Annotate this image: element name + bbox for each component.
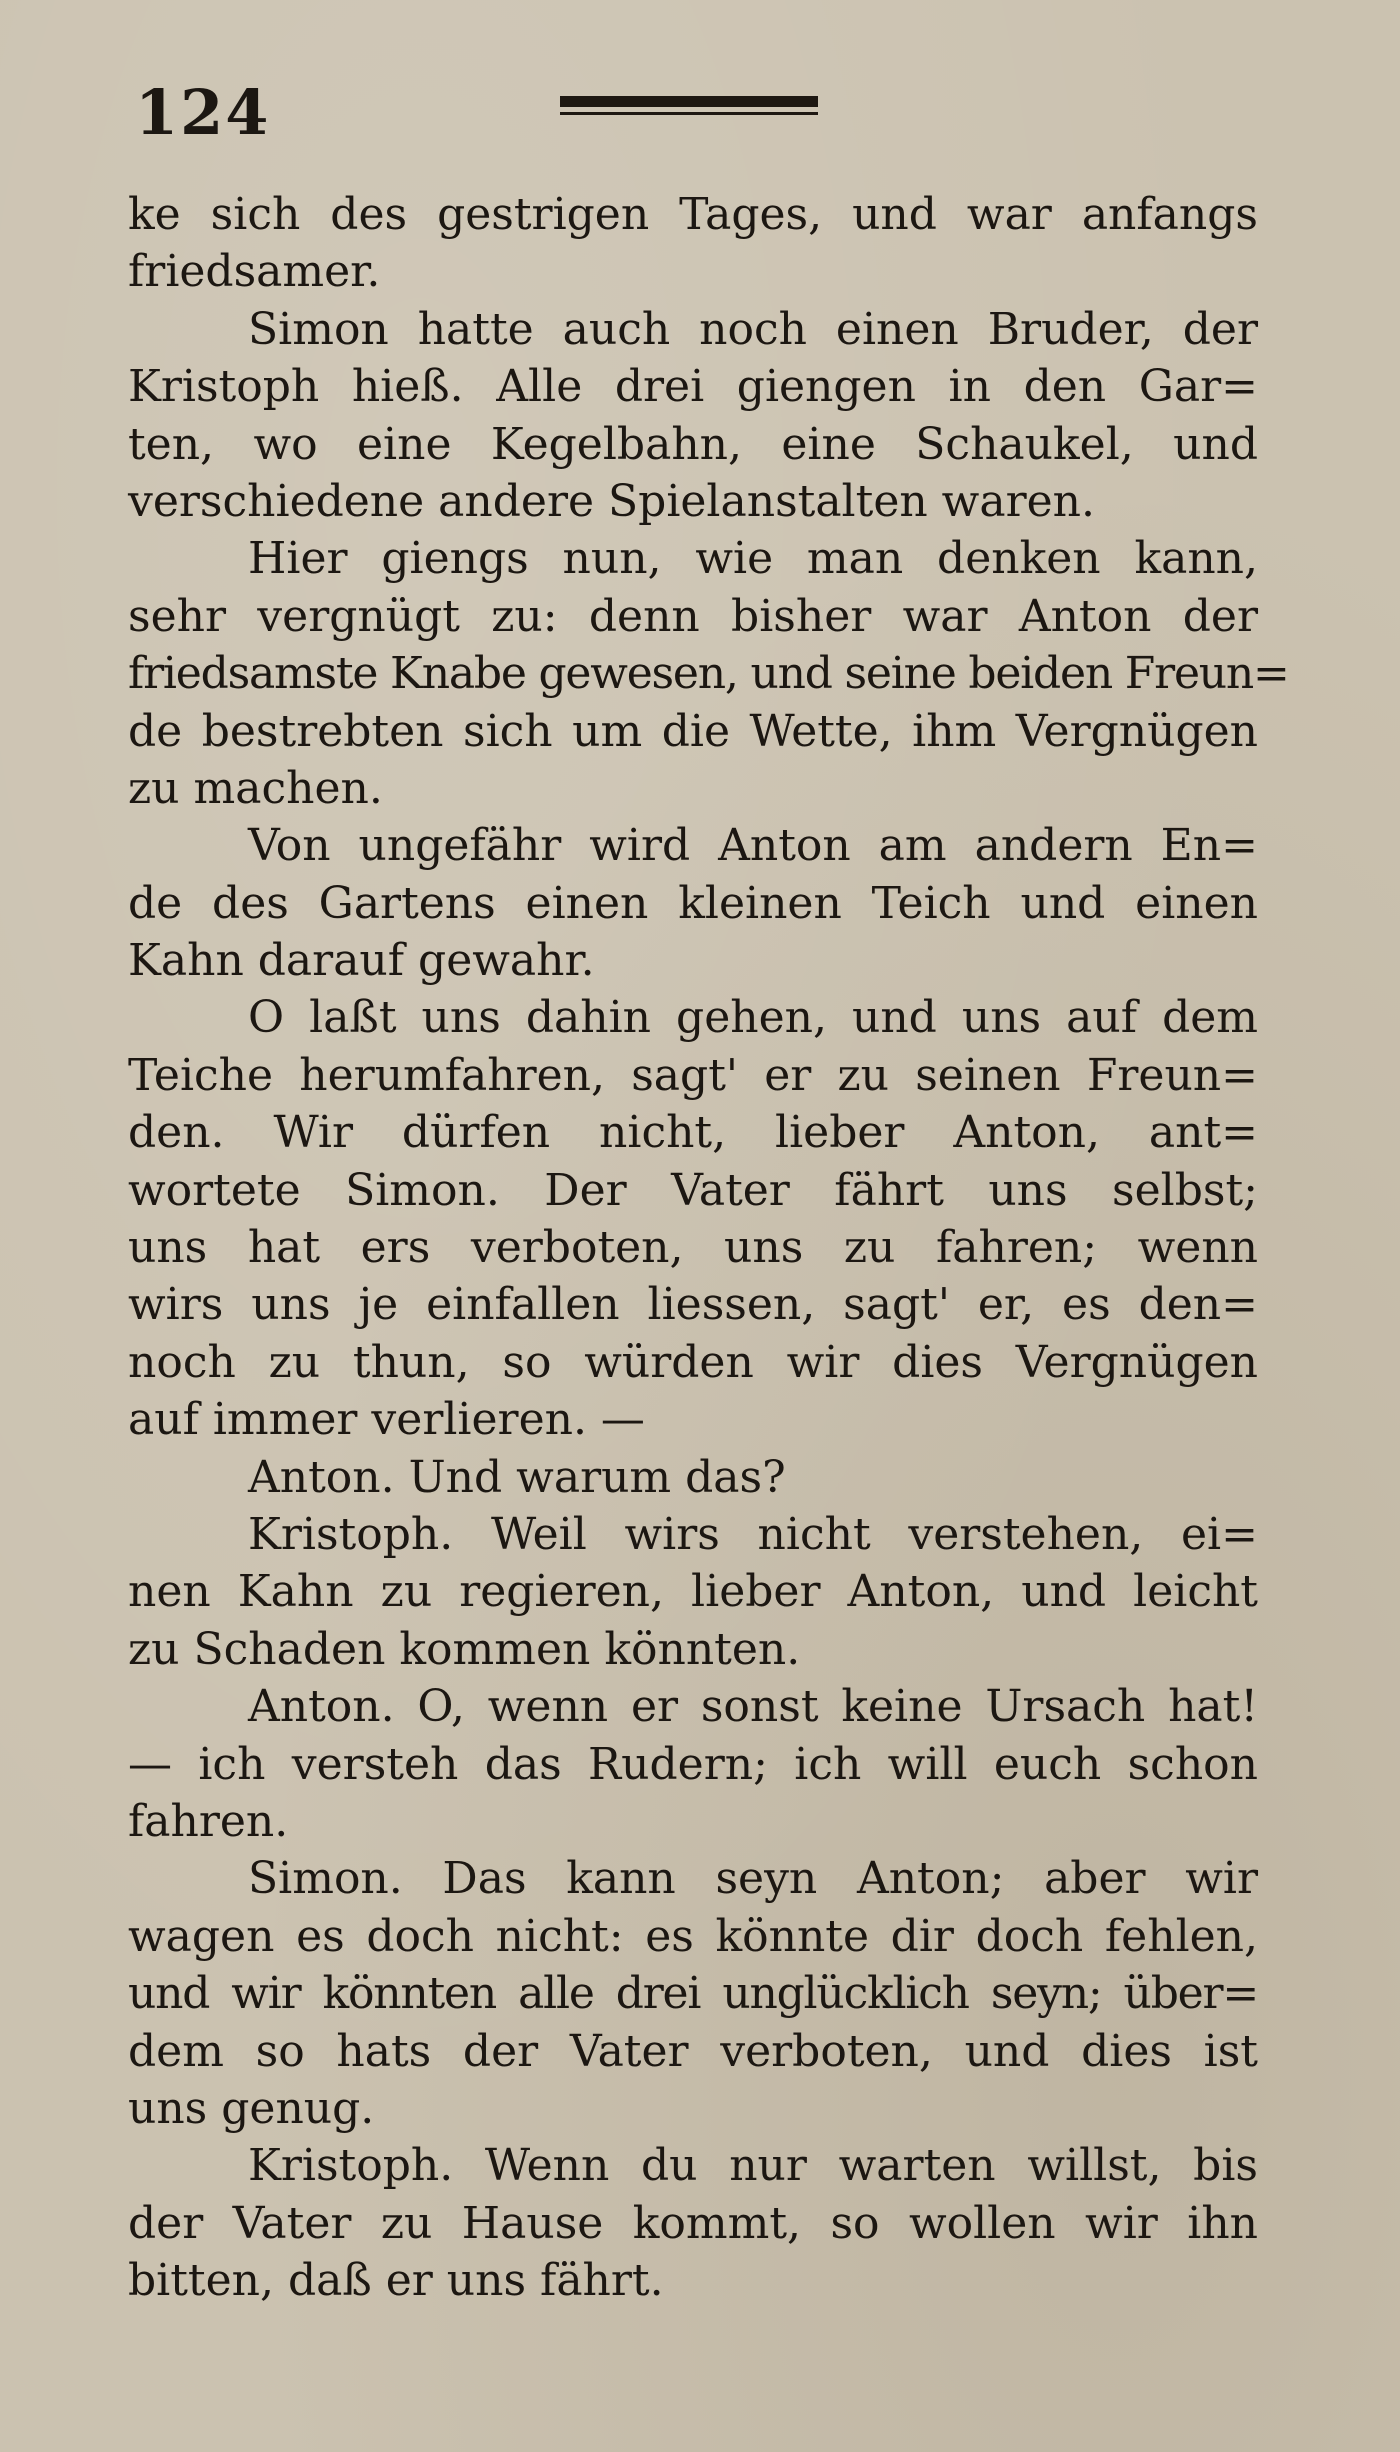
text-line: den. Wir dürfen nicht, lieber Anton, ant=	[128, 1107, 1258, 1159]
text-line: Teiche herumfahren, sagt' er zu seinen Freun=	[128, 1049, 1258, 1101]
text-line: Anton. Und warum das?	[248, 1451, 786, 1503]
text-line: der Vater zu Hause kommt, so wollen wir ihn	[128, 2197, 1258, 2249]
header-rule-thin	[560, 112, 818, 115]
text-line: auf immer verlieren. —	[128, 1394, 645, 1446]
text-line: uns hat ers verboten, uns zu fahren; wenn	[128, 1222, 1258, 1274]
text-line: uns genug.	[128, 2082, 375, 2134]
text-line: noch zu thun, so würden wir dies Vergnügen	[128, 1336, 1258, 1388]
text-line: wirs uns je einfallen liessen, sagt' er, es den=	[128, 1279, 1258, 1331]
text-line: verschiedene andere Spielanstalten waren.	[128, 475, 1095, 527]
page-body-text	[128, 186, 1289, 2309]
text-line: Kristoph. Weil wirs nicht verstehen, ei=	[248, 1508, 1258, 1560]
text-line: Simon. Das kann seyn Anton; aber wir	[248, 1853, 1258, 1905]
text-line: ke sich des gestrigen Tages, und war anfangs	[128, 189, 1258, 240]
text-line: Hier giengs nun, wie man denken kann,	[248, 533, 1258, 585]
text-line: Von ungefähr wird Anton am andern En=	[248, 820, 1258, 872]
text-line: zu Schaden kommen könnten.	[128, 1623, 801, 1675]
text-line: bitten, daß er uns fährt.	[128, 2255, 664, 2307]
text-line: ten, wo eine Kegelbahn, eine Schaukel, und	[128, 418, 1258, 470]
text-line: Kristoph hieß. Alle drei giengen in den Gar=	[128, 361, 1258, 413]
text-line: friedsamste Knabe gewesen, und seine beiden Freun=	[128, 648, 1289, 700]
page-number: 124	[135, 76, 271, 149]
text-line: zu machen.	[128, 762, 383, 814]
text-line: wortete Simon. Der Vater fährt uns selbst;	[128, 1164, 1258, 1216]
text-line: sehr vergnügt zu: denn bisher war Anton der	[128, 590, 1258, 642]
text-line: wagen es doch nicht: es könnte dir doch fehlen,	[128, 1910, 1258, 1962]
text-line: friedsamer.	[128, 246, 381, 298]
text-line: Kristoph. Wenn du nur warten willst, bis	[248, 2140, 1258, 2192]
text-line: de bestrebten sich um die Wette, ihm Vergnügen	[128, 705, 1258, 757]
text-line: O laßt uns dahin gehen, und uns auf dem	[248, 992, 1258, 1044]
page-header	[0, 0, 1400, 180]
text-line: Simon hatte auch noch einen Bruder, der	[248, 303, 1258, 355]
text-line: — ich versteh das Rudern; ich will euch schon	[128, 1738, 1258, 1790]
header-rule-thick	[560, 96, 818, 107]
text-line: und wir könnten alle drei unglücklich seyn; über=	[128, 1968, 1258, 2020]
text-line: nen Kahn zu regieren, lieber Anton, und leicht	[128, 1566, 1258, 1618]
text-line: de des Gartens einen kleinen Teich und einen	[128, 877, 1258, 929]
text-line: fahren.	[128, 1795, 289, 1847]
text-line: dem so hats der Vater verboten, und dies ist	[128, 2025, 1258, 2077]
text-line: Kahn darauf gewahr.	[128, 935, 595, 987]
text-line: Anton. O, wenn er sonst keine Ursach hat!	[248, 1681, 1258, 1733]
